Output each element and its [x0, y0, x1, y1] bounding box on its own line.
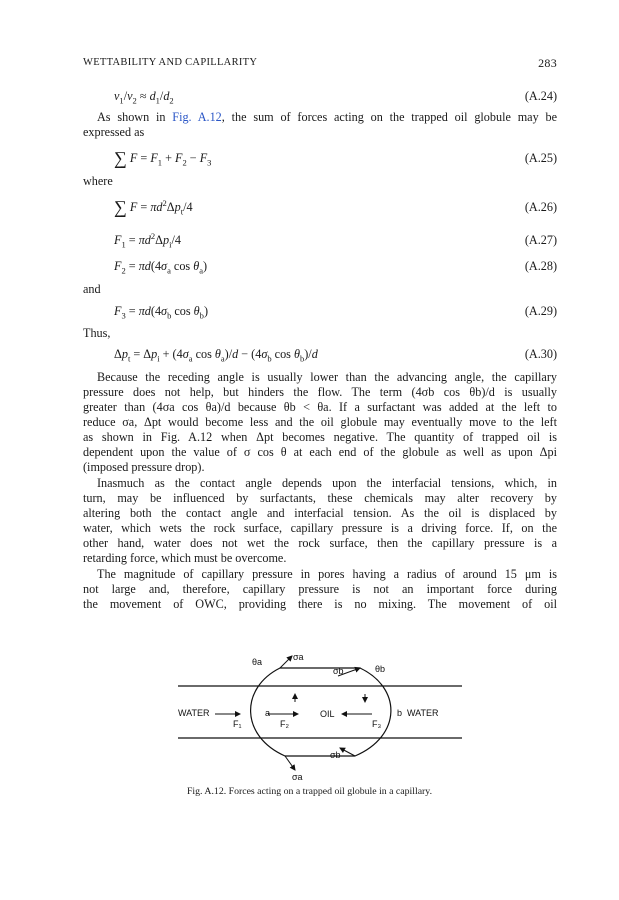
equation-number: (A.29) [524, 304, 557, 318]
label-water-right: WATER [407, 708, 439, 718]
text-line: Thus, [83, 326, 111, 340]
equation-a30: $\Delta p_t = \Delta p_i + (4\sigma_a$ $\cos \theta_a)/d - (4\sigma_b$ $\cos \theta_b)/d$ [114, 347, 318, 364]
equation-number: (A.26) [524, 200, 557, 214]
label-sigma-a-bottom: σa [292, 772, 303, 782]
running-header [83, 57, 557, 73]
figure-link[interactable]: Fig. A.12 [172, 110, 222, 124]
text-line: As shown in Fig. A.12, the sum of forces acting on the trapped oil globule may be [97, 110, 557, 124]
text-line: greater than (4σa cos θa)/d because θb < θa. If a surfactant was added at the left to [83, 400, 557, 414]
text-line: The magnitude of capillary pressure in pores having a radius of around 15 μm is [97, 567, 557, 581]
figure-caption: Fig. A.12. Forces acting on a trapped oil globule in a capillary. [186, 786, 433, 797]
equation-a29: $F_3 = \pi d(4\sigma_b$ $\cos \theta_b$) [114, 304, 208, 321]
text-line: and [83, 282, 101, 296]
text-line: altering both the contact angle and interfacial tension. As the oil is displaced by [83, 506, 557, 520]
label-theta-b: θb [375, 664, 386, 674]
equation-number: (A.28) [524, 259, 557, 273]
equation-a25: ∑ $F = F_1 + F_2 - F_3$ [114, 148, 212, 168]
equation-a24: $v_1/v_2 \approx d_1/d_2$ [114, 89, 174, 106]
text-line: Inasmuch as the contact angle depends upon the interfacial tensions, which, in [97, 476, 557, 490]
equation-number: (A.25) [524, 151, 557, 165]
equation-number: (A.27) [524, 233, 557, 247]
text-line: (imposed pressure drop). [83, 460, 205, 474]
sigma-a-bottom-arrow [285, 756, 295, 770]
label-theta-a: θa [252, 657, 263, 667]
equation-a26: ∑ $F = \pi d^2\Delta p_t/4$ [114, 197, 193, 217]
text-line: water, which wets the rock surface, capillary pressure is a driving force. If, on the [83, 521, 557, 535]
label-f2: F₂ [280, 719, 289, 729]
label-water-left: WATER [178, 708, 210, 718]
text-line: Because the receding angle is usually lower than the advancing angle, the capillary [97, 370, 557, 384]
text-line: turn, may be influenced by surfactants, these chemicals may alter recovery by [83, 491, 557, 505]
text-line: expressed as [83, 125, 145, 139]
page-number: 283 [538, 56, 557, 70]
text-line: pressure does not help, but hinders the flow. The term (4σb cos θb)/d is usually [83, 385, 557, 399]
text-line: dependent upon the value of σ cos θ at each end of the globule as well as upon Δpi [83, 445, 557, 459]
text-line: not large and, therefore, capillary pressure is not an important force during [83, 582, 557, 596]
label-a: a [265, 708, 271, 718]
equation-a28: $F_2 = \pi d(4\sigma_a$ $\cos \theta_a$) [114, 259, 208, 276]
oil-globule-diagram [170, 648, 470, 783]
text-line: as shown in Fig. A.12 when Δpt becomes negative. The quantity of trapped oil is [83, 430, 557, 444]
equation-number: (A.30) [524, 347, 557, 361]
label-oil: OIL [320, 709, 335, 719]
text-line: the movement of OWC, providing there is no mixing. The movement of oil [83, 597, 557, 611]
label-b: b [397, 708, 403, 718]
label-sigma-b-bottom: σb [330, 750, 341, 760]
label-f1: F₁ [233, 719, 242, 729]
text-line: other hand, water does not wet the rock surface, then the capillary pressure is a [83, 536, 557, 550]
label-sigma-b-top: σb [333, 666, 344, 676]
text-line: where [83, 174, 113, 188]
text-line: reduce σa, Δpt would become less and the oil globule may eventually move to the left [83, 415, 557, 429]
sigma-a-top-arrow [280, 656, 292, 668]
running-title: WETTABILITY AND CAPILLARITY [83, 57, 258, 68]
text-line: retarding force, which must be overcome. [83, 551, 287, 565]
equation-number: (A.24) [524, 89, 557, 103]
label-f3: F₃ [372, 719, 382, 729]
label-sigma-a-top: σa [293, 652, 304, 662]
sigma-b-bottom-arrow [340, 748, 355, 756]
equation-a27: $F_1 = \pi d^2\Delta p_i/4$ [114, 230, 181, 250]
